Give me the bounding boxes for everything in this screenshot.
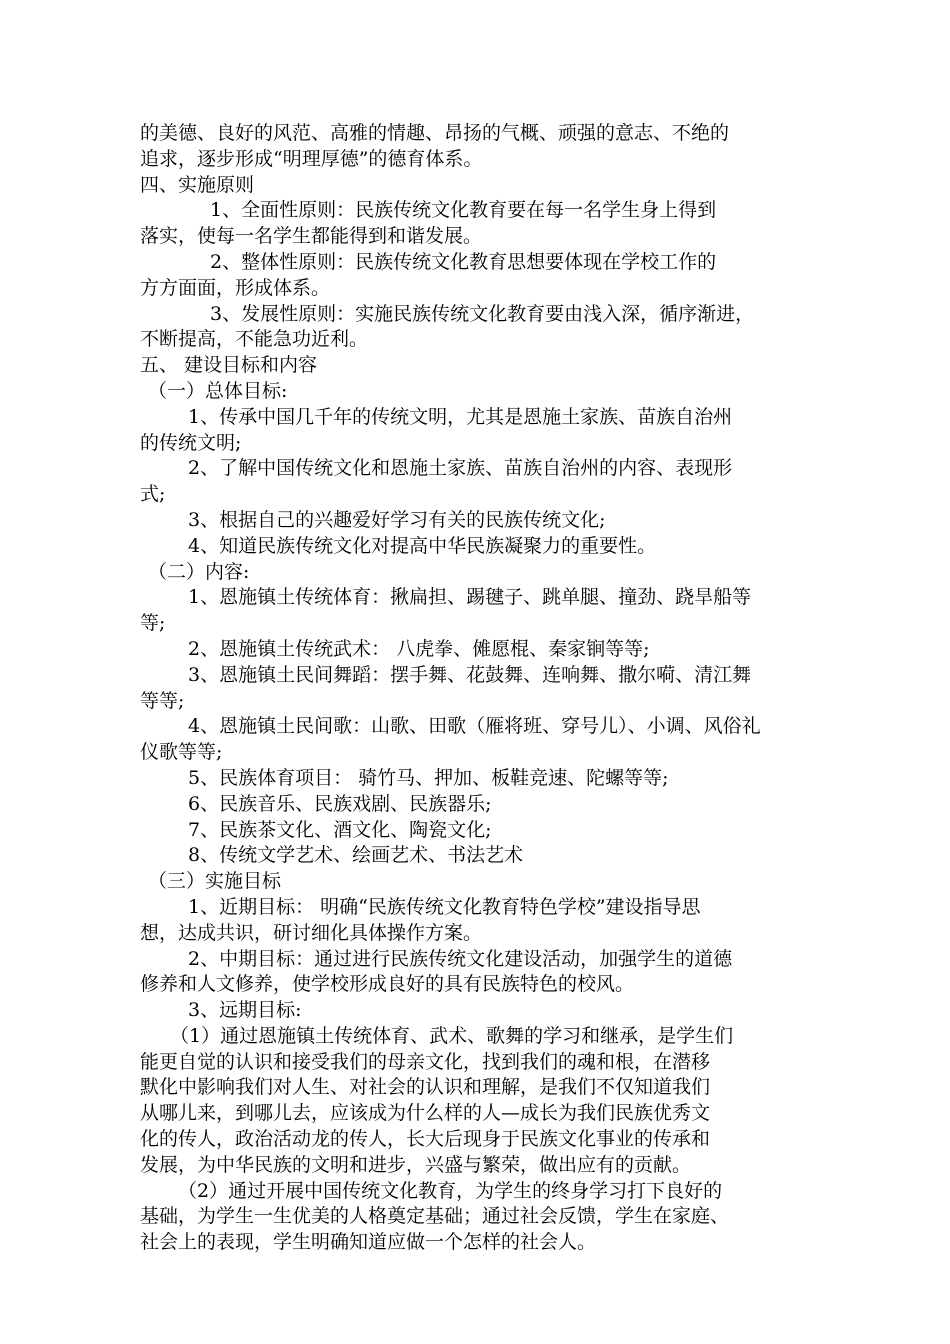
text-line: 能更自觉的认识和接受我们的母亲文化，找到我们的魂和根，在潜移 — [140, 1050, 711, 1073]
text-line: 等等; — [140, 689, 185, 712]
subsection-heading: （三）实施目标 — [148, 870, 282, 893]
text-line: 1、全面性原则：民族传统文化教育要在每一名学生身上得到 — [210, 199, 717, 222]
text-line: 社会上的表现，学生明确知道应做一个怎样的社会人。 — [140, 1231, 597, 1254]
subsection-heading: （二）内容: — [148, 560, 250, 583]
text-line: 3、恩施镇土民间舞蹈：摆手舞、花鼓舞、连响舞、撒尔嗬、清江舞 — [188, 663, 752, 686]
text-line: 仪歌等等; — [140, 741, 223, 764]
text-line: 方方面面，形成体系。 — [140, 276, 331, 299]
text-line: 2、了解中国传统文化和恩施土家族、苗族自治州的内容、表现形 — [188, 457, 733, 480]
text-line: （2）通过开展中国传统文化教育，为学生的终身学习打下良好的 — [178, 1179, 723, 1202]
section-heading: 四、实施原则 — [140, 173, 255, 196]
text-line: 4、知道民族传统文化对提高中华民族凝聚力的重要性。 — [188, 534, 657, 557]
text-line: 不断提高，不能急功近利。 — [140, 328, 369, 351]
text-line: （1）通过恩施镇土传统体育、武术、歌舞的学习和继承，是学生们 — [170, 1024, 734, 1047]
text-line: 等; — [140, 612, 166, 635]
text-line: 3、发展性原则：实施民族传统文化教育要由浅入深，循序渐进， — [210, 302, 755, 325]
text-line: 4、恩施镇土民间歌：山歌、田歌（雁将班、穿号儿）、小调、风俗礼 — [188, 715, 761, 738]
text-line: 1、近期目标： 明确“民族传统文化教育特色学校”建设指导思 — [188, 895, 701, 918]
text-line: 3、远期目标: — [188, 999, 302, 1022]
text-line: 7、民族茶文化、酒文化、陶瓷文化; — [188, 818, 492, 841]
text-line: 1、传承中国几千年的传统文明，尤其是恩施土家族、苗族自治州 — [188, 405, 733, 428]
section-heading: 五、 建设目标和内容 — [140, 354, 318, 377]
text-line: 从哪儿来，到哪儿去，应该成为什么样的人—成长为我们民族优秀文 — [140, 1102, 711, 1125]
text-line: 修养和人文修养，使学校形成良好的具有民族特色的校风。 — [140, 973, 635, 996]
text-line: 8、传统文学艺术、绘画艺术、书法艺术 — [188, 844, 524, 867]
document-body — [140, 121, 820, 1256]
text-line: 6、民族音乐、民族戏剧、民族器乐; — [188, 792, 492, 815]
text-line: 想，达成共识，研讨细化具体操作方案。 — [140, 921, 483, 944]
text-line: 2、中期目标：通过进行民族传统文化建设活动，加强学生的道德 — [188, 947, 733, 970]
text-line: 2、整体性原则：民族传统文化教育思想要体现在学校工作的 — [210, 250, 717, 273]
text-line: 化的传人，政治活动龙的传人，长大后现身于民族文化事业的传承和 — [140, 1128, 711, 1151]
text-line: 1、恩施镇土传统体育：揪扁担、踢毽子、跳单腿、撞劲、跷旱船等 — [188, 586, 752, 609]
text-line: 的美德、良好的风范、高雅的情趣、昂扬的气概、顽强的意志、不绝的 — [140, 122, 730, 144]
text-line: 落实，使每一名学生都能得到和谐发展。 — [140, 225, 483, 248]
text-line: 2、恩施镇土传统武术： 八虎拳、傩愿棍、秦家锏等等; — [188, 637, 650, 660]
text-line: 基础，为学生一生优美的人格奠定基础；通过社会反馈，学生在家庭、 — [140, 1205, 730, 1228]
text-line: 3、根据自己的兴趣爱好学习有关的民族传统文化; — [188, 508, 606, 531]
text-line: 的传统文明; — [140, 431, 242, 454]
text-line: 发展，为中华民族的文明和进步，兴盛与繁荣，做出应有的贡献。 — [140, 1153, 692, 1176]
subsection-heading: （一）总体目标: — [148, 379, 288, 402]
text-line: 追求，逐步形成“明理厚德”的德育体系。 — [140, 147, 483, 170]
text-line: 5、民族体育项目： 骑竹马、押加、板鞋竞速、陀螺等等; — [188, 766, 669, 789]
text-line: 默化中影响我们对人生、对社会的认识和理解，是我们不仅知道我们 — [140, 1076, 711, 1099]
text-line: 式; — [140, 483, 166, 506]
